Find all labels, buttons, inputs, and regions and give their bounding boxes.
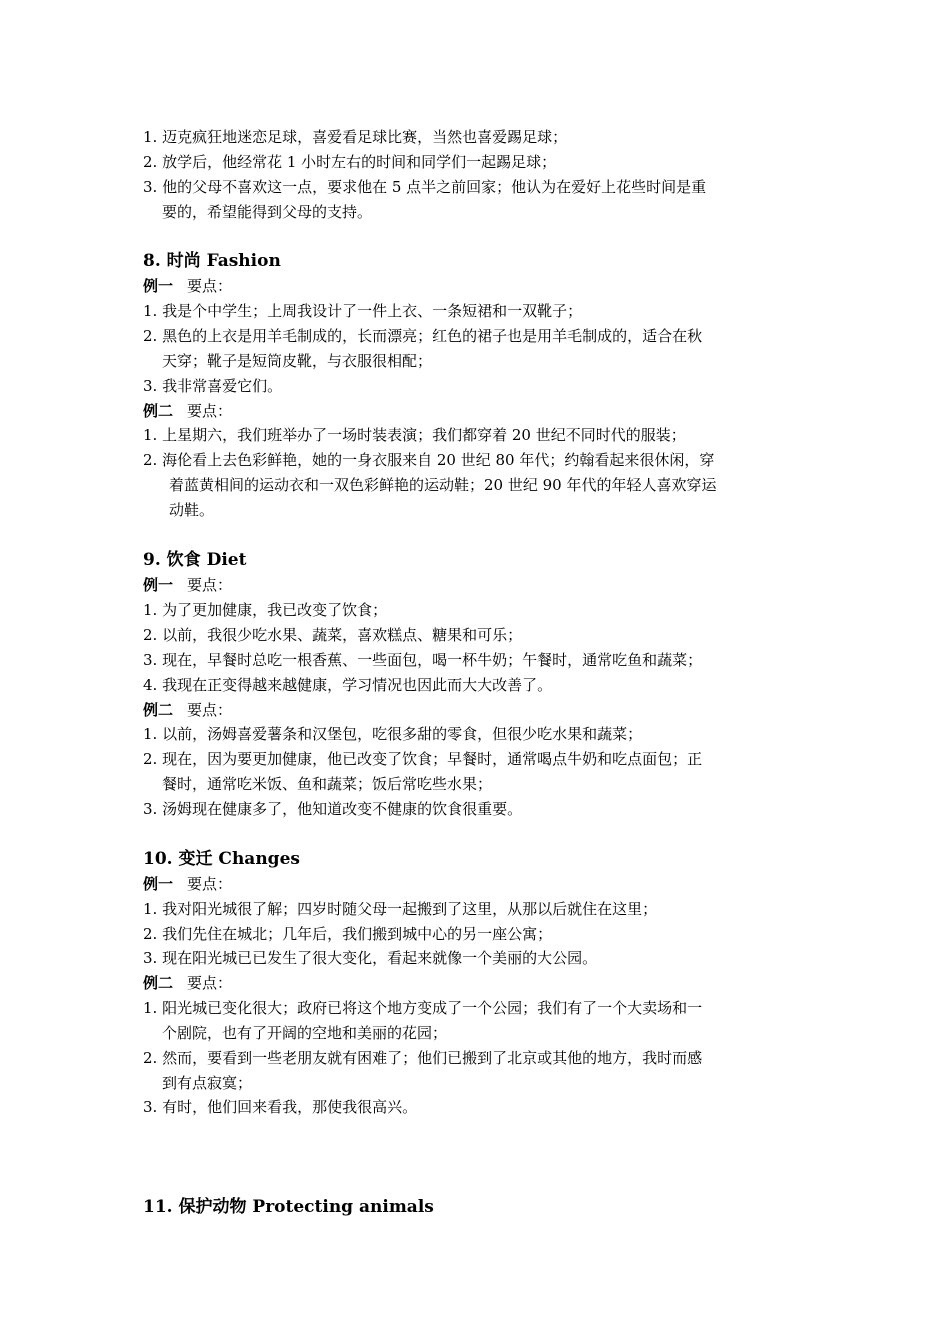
section-heading-changes: 10. 变迁 Changes <box>143 849 300 869</box>
example-number: 例一 <box>143 277 174 295</box>
list-item: 2. 海伦看上去色彩鲜艳，她的一身衣服来自 20 世纪 80 年代；约翰看起来很休闲，穿 <box>143 451 715 469</box>
list-item: 4. 我现在正变得越来越健康，学习情况也因此而大大改善了。 <box>143 676 553 694</box>
list-item: 3. 现在，早餐时总吃一根香蕉、一些面包，喝一杯牛奶；午餐时，通常吃鱼和蔬菜； <box>143 651 703 669</box>
list-item: 1. 为了更加健康，我已改变了饮食； <box>143 601 388 619</box>
example-number: 例二 <box>143 974 174 992</box>
list-item: 1. 阳光城已变化很大；政府已将这个地方变成了一个公园；我们有了一个大卖场和一 <box>143 999 703 1017</box>
example-label <box>143 401 773 421</box>
key-points-label: 要点： <box>187 576 233 594</box>
list-item-continuation: 着蓝黄相间的运动衣和一双色彩鲜艳的运动鞋；20 世纪 90 年代的年轻人喜欢穿运 <box>169 476 717 494</box>
example-number: 例二 <box>143 701 174 719</box>
list-item: 3. 汤姆现在健康多了，他知道改变不健康的饮食很重要。 <box>143 800 523 818</box>
list-item-continuation: 要的，希望能得到父母的支持。 <box>162 203 373 221</box>
example-label <box>143 973 773 993</box>
list-item: 1. 上星期六，我们班举办了一场时装表演；我们都穿着 20 世纪不同时代的服装； <box>143 426 686 444</box>
key-points-label: 要点： <box>187 277 233 295</box>
list-item: 1. 迈克疯狂地迷恋足球，喜爱看足球比赛，当然也喜爱踢足球； <box>143 128 568 146</box>
list-item-continuation: 个剧院，也有了开阔的空地和美丽的花园； <box>162 1024 448 1042</box>
key-points-label: 要点： <box>187 875 233 893</box>
example-label <box>143 575 773 595</box>
key-points-label: 要点： <box>187 701 233 719</box>
example-label <box>143 276 773 296</box>
list-item: 2. 黑色的上衣是用羊毛制成的，长而漂亮；红色的裙子也是用羊毛制成的，适合在秋 <box>143 327 703 345</box>
list-item: 2. 放学后，他经常花 1 小时左右的时间和同学们一起踢足球； <box>143 153 557 171</box>
list-item: 1. 我是个中学生；上周我设计了一件上衣、一条短裙和一双靴子； <box>143 302 583 320</box>
key-points-label: 要点： <box>187 974 233 992</box>
list-item: 1. 以前，汤姆喜爱薯条和汉堡包，吃很多甜的零食，但很少吃水果和蔬菜； <box>143 725 643 743</box>
list-item-continuation: 到有点寂寞； <box>162 1074 253 1092</box>
list-item: 3. 他的父母不喜欢这一点，要求他在 5 点半之前回家；他认为在爱好上花些时间是重 <box>143 178 707 196</box>
list-item-continuation: 天穿；靴子是短筒皮靴，与衣服很相配； <box>162 352 433 370</box>
section-heading-protecting-animals: 11. 保护动物 Protecting animals <box>143 1197 434 1217</box>
example-number: 例二 <box>143 402 174 420</box>
list-item: 1. 我对阳光城很了解；四岁时随父母一起搬到了这里，从那以后就住在这里； <box>143 900 658 918</box>
list-item-continuation: 餐时，通常吃米饭、鱼和蔬菜；饭后常吃些水果； <box>162 775 493 793</box>
example-number: 例一 <box>143 875 174 893</box>
list-item-continuation: 动鞋。 <box>169 501 215 519</box>
list-item: 3. 现在阳光城已已发生了很大变化，看起来就像一个美丽的大公园。 <box>143 949 598 967</box>
example-label <box>143 700 773 720</box>
key-points-label: 要点： <box>187 402 233 420</box>
list-item: 2. 我们先住在城北；几年后，我们搬到城中心的另一座公寓； <box>143 925 553 943</box>
list-item: 3. 有时，他们回来看我，那使我很高兴。 <box>143 1098 418 1116</box>
section-heading-diet: 9. 饮食 Diet <box>143 550 247 570</box>
section-heading-fashion: 8. 时尚 Fashion <box>143 251 281 271</box>
list-item: 2. 现在，因为要更加健康，他已改变了饮食；早餐时，通常喝点牛奶和吃点面包；正 <box>143 750 703 768</box>
example-label <box>143 874 773 894</box>
list-item: 3. 我非常喜爱它们。 <box>143 377 283 395</box>
example-number: 例一 <box>143 576 174 594</box>
list-item: 2. 然而，要看到一些老朋友就有困难了；他们已搬到了北京或其他的地方，我时而感 <box>143 1049 703 1067</box>
list-item: 2. 以前，我很少吃水果、蔬菜，喜欢糕点、糖果和可乐； <box>143 626 523 644</box>
